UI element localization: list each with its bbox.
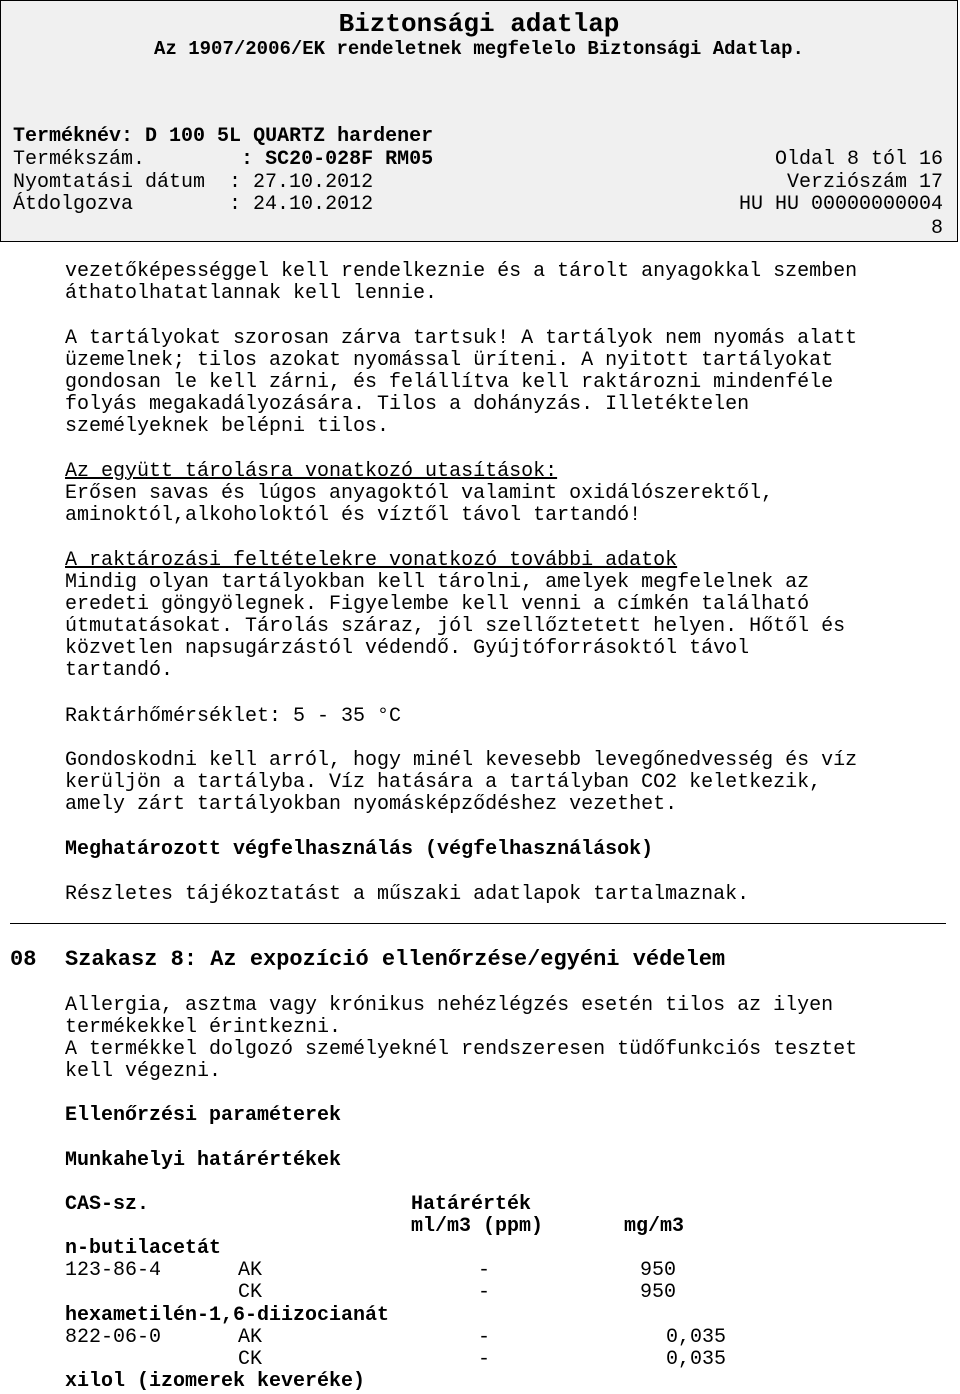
substance-name: hexametilén-1,6-diizocianát [65,1304,390,1327]
control-parameters-heading: Ellenőrzési paraméterek [65,1104,342,1127]
mg-value: 950 [640,1281,677,1304]
p2-line: gondosan le kell zárni, és felállítva kell raktározni mindenféle [65,371,834,394]
limit-type: CK [238,1348,263,1371]
product-no-line [13,148,433,171]
revised-label: Átdolgozva [13,193,134,216]
p4-line: útmutatásokat. Tárolás száraz, jól szellőztetett helyen. Hőtől és [65,615,846,638]
print-date-line [13,171,373,194]
col-limit-header: Határérték [411,1193,532,1216]
mg-value: 0,035 [666,1326,727,1349]
ppm-value: - [478,1348,491,1371]
version: Verziószám 17 [786,171,943,194]
storage-conditions-heading: A raktározási feltételekre vonatkozó további adatok [65,549,678,572]
country-code: HU HU 00000000004 [738,193,943,216]
print-date-label: Nyomtatási dátum [13,171,206,194]
p1-line: vezetőképességgel kell rendelkeznie és a tárolt anyagokkal szemben [65,260,858,283]
p2-line: A tartályokat szorosan zárva tartsuk! A tartályok nem nyomás alatt [65,327,858,350]
p1-line: áthatolhatatlannak kell lennie. [65,282,438,305]
cas-number: 822-06-0 [65,1326,162,1349]
p2-line: folyás megakadályozására. Tilos a dohányzás. Illetéktelen [65,393,750,416]
p5-line: Gondoskodni kell arról, hogy minél kevesebb levegőnedvesség és víz [65,749,858,772]
limit-type: CK [238,1281,263,1304]
limit-type: AK [238,1259,263,1282]
section-number: 8 [930,217,943,240]
s8-p1-line: A termékkel dolgozó személyeknél rendszeresen tüdőfunkciós tesztet [65,1038,858,1061]
revised-line [13,193,373,216]
p2-line: személyeknek belépni tilos. [65,415,390,438]
s8-p1-line: Allergia, asztma vagy krónikus nehézlégzés esetén tilos az ilyen [65,994,834,1017]
ppm-value: - [478,1259,491,1282]
section-8-number: 08 [10,947,37,972]
p4-line: tartandó. [65,659,174,682]
p4-line: eredeti göngyölegnek. Figyelembe kell venni a címkén található [65,593,810,616]
end-use-text: Részletes tájékoztatást a műszaki adatlapok tartalmaznak. [65,883,750,906]
substance-name: n-butilacetát [65,1237,222,1260]
s8-p1-line: termékekkel érintkezni. [65,1016,342,1039]
document-title: Biztonsági adatlap [338,9,620,39]
workplace-limits-heading: Munkahelyi határértékek [65,1149,342,1172]
document-header [0,0,958,242]
p5-line: kerüljön a tartályba. Víz hatására a tartályban CO2 keletkezik, [65,771,822,794]
col-mg-header: mg/m3 [624,1215,685,1238]
limit-type: AK [238,1326,263,1349]
col-cas-header: CAS-sz. [65,1193,150,1216]
product-no: SC20-028F RM05 [265,148,434,171]
revised-date: : 24.10.2012 [229,193,374,216]
mg-value: 950 [640,1259,677,1282]
section-8-title: Szakasz 8: Az expozíció ellenőrzése/egyéni védelem [65,947,726,972]
p3-line: aminoktól,alkoholoktól és víztől távol tartandó! [65,504,642,527]
product-name-line [13,125,433,148]
product-name: D 100 5L QUARTZ hardener [145,125,434,148]
page-info: Oldal 8 tól 16 [774,148,943,171]
product-no-sep: : [241,148,254,171]
print-date: : 27.10.2012 [229,171,374,194]
mg-value: 0,035 [666,1348,727,1371]
section-divider [10,923,946,924]
p4-line: Mindig olyan tartályokban kell tárolni, amelyek megfelelnek az [65,571,810,594]
ppm-value: - [478,1281,491,1304]
co-storage-heading: Az együtt tárolásra vonatkozó utasítások: [65,460,558,483]
p2-line: üzemelnek; tilos azokat nyomással üríteni. A nyitott tartályokat [65,349,834,372]
p5-line: amely zárt tartályokban nyomásképződéshez vezethet. [65,793,678,816]
end-use-heading: Meghatározott végfelhasználás (végfelhasználások) [65,838,654,861]
ppm-value: - [478,1326,491,1349]
document-subtitle: Az 1907/2006/EK rendeletnek megfelelo Biztonsági Adatlap. [154,38,804,60]
col-ppm-header: ml/m3 (ppm) [411,1215,544,1238]
product-no-label: Termékszám. [13,148,146,171]
storage-temperature: Raktárhőmérséklet: 5 - 35 °C [65,705,402,728]
s8-p1-line: kell végezni. [65,1060,222,1083]
p3-line: Erősen savas és lúgos anyagoktól valamint oxidálószerektől, [65,482,774,505]
p4-line: közvetlen napsugárzástól védendő. Gyújtóforrásoktól távol [65,637,750,660]
product-name-label: Terméknév: [13,125,134,148]
cas-number: 123-86-4 [65,1259,162,1282]
substance-name: xilol (izomerek keveréke) [65,1370,366,1393]
